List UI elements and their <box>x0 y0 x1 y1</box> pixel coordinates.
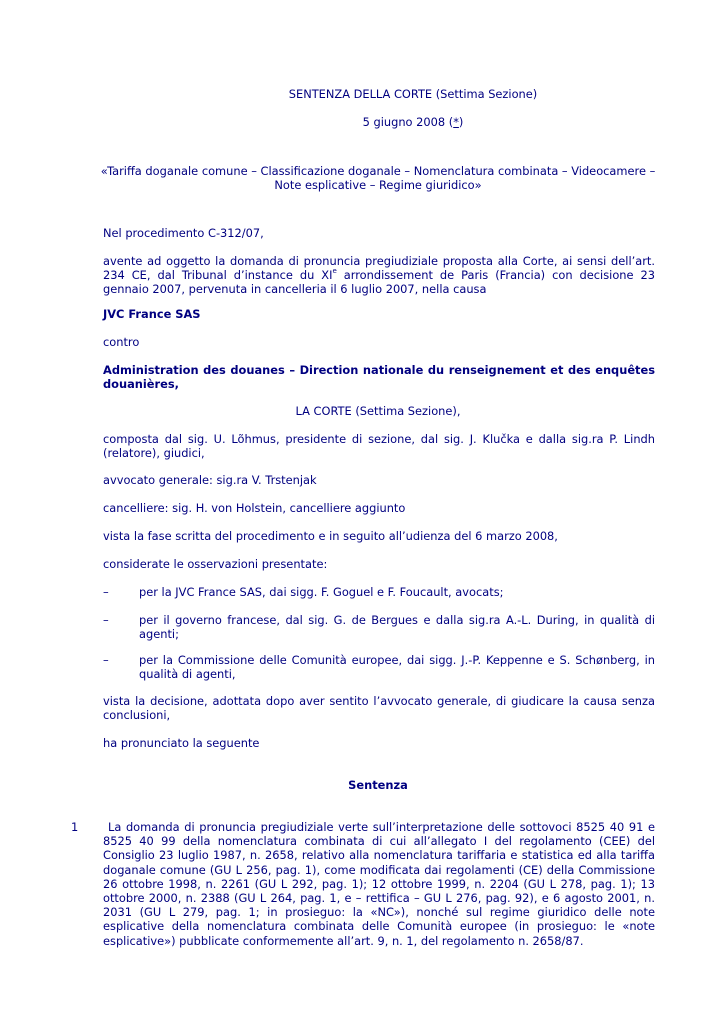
court-heading: LA CORTE (Settima Sezione), <box>295 404 461 418</box>
advocate-general: avvocato generale: sig.ra V. Trstenjak <box>103 473 317 487</box>
paragraph-text: La domanda di pronuncia pregiudiziale verte sull’interpretazione delle sottovoci 8525 40 91 e 8525 40 99 della nomenclatura combinata di cui all’allegato I del regolamento (CEE) del Consiglio 23 luglio 1987, n. 2658, relativo alla nomenclatura tariffaria e statistica ed alla tariffa doganale comune (GU L 256, pag. 1), come modificata dai regolamenti (CE) della Commissione 26 ottobre 1998, n. 2261 (GU L 292, pag. 1); 12 ottobre 1999, n. 2204 (GU L 278, pag. 1); 13 ottobre 2000, n. 2388 (GU L 264, pag. 1, e – rettifica – GU L 276, pag. 92), e 6 agosto 2001, n. 2031 (GU L 279, pag. 1; in prosieguo: la «NC»), nonché sul regime giuridico delle note esplicative della nomenclatura combinata delle Comunità europee (in prosieguo: le «note esplicative») pubblicate conformemente all’art. 9, n. 1, del regolamento n. 2658/87. <box>103 820 655 948</box>
referral-paragraph: avente ad oggetto la domanda di pronuncia pregiudiziale proposta alla Corte, ai sensi dell’art. 234 CE, dal Tribunal d’instance du XIe arrondissement de Paris (Francia) con decisione 23 gennaio 2007, pervenuta in cancelleria il 6 luglio 2007, nella causa <box>103 254 655 297</box>
party-defendant: Administration des douanes – Direction nationale du renseignement et des enquêtes douanières, <box>103 363 655 392</box>
judgment-heading: Sentenza <box>348 778 408 792</box>
judgment-date: 5 giugno 2008 (*) <box>362 115 464 129</box>
case-subject: «Tariffa doganale comune – Classificazione doganale – Nomenclatura combinata – Videocamere – Note esplicative – Regime giuridico» <box>100 164 656 193</box>
case-number: Nel procedimento C-312/07, <box>103 226 264 240</box>
procedure-statement: vista la fase scritta del procedimento e in seguito all’udienza del 6 marzo 2008, <box>103 529 558 543</box>
list-item-text: per il governo francese, dal sig. G. de Bergues e dalla sig.ra A.-L. During, in qualità di agenti; <box>139 613 655 642</box>
document-title: SENTENZA DELLA CORTE (Settima Sezione) <box>288 87 538 101</box>
party-applicant: JVC France SAS <box>103 307 201 321</box>
paragraph-number: 1 <box>71 820 79 834</box>
list-dash: – <box>103 653 109 667</box>
registrar: cancelliere: sig. H. von Holstein, cancelliere aggiunto <box>103 501 406 515</box>
court-composition: composta dal sig. U. Lõhmus, presidente di sezione, dal sig. J. Klučka e dalla sig.ra P. Lindh (relatore), giudici, <box>103 432 655 461</box>
footnote-link[interactable]: * <box>453 115 459 129</box>
pronounced-statement: ha pronunciato la seguente <box>103 736 260 750</box>
list-dash: – <box>103 613 109 627</box>
list-dash: – <box>103 585 109 599</box>
contro-label: contro <box>103 335 140 349</box>
list-item-text: per la Commissione delle Comunità europee, dai sigg. J.-P. Keppenne e S. Schønberg, in qualità di agenti, <box>139 653 655 682</box>
decision-statement: vista la decisione, adottata dopo aver sentito l’avvocato generale, di giudicare la causa senza conclusioni, <box>103 694 655 723</box>
list-item-text: per la JVC France SAS, dai sigg. F. Goguel e F. Foucault, avocats; <box>139 585 504 599</box>
observations-intro: considerate le osservazioni presentate: <box>103 557 328 571</box>
